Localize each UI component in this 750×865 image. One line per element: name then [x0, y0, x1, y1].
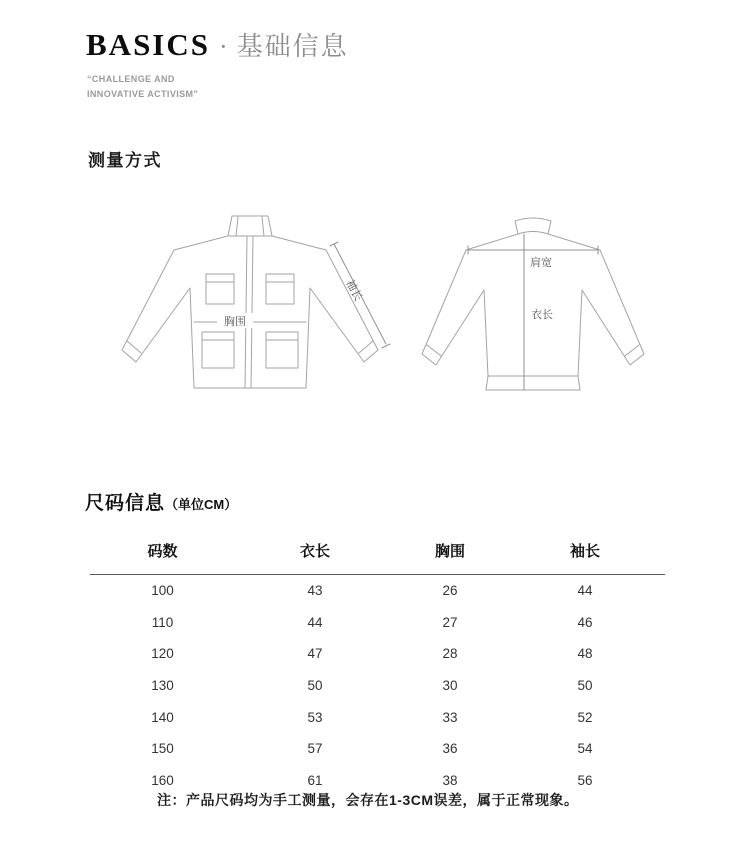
brand-logo: BASICS — [86, 27, 210, 62]
shoulder-width-label: 肩宽 — [530, 257, 552, 269]
table-cell: 46 — [577, 614, 593, 630]
garment-length-label: 衣长 — [531, 309, 553, 321]
brand-separator: · — [219, 32, 228, 61]
table-cell: 52 — [577, 709, 593, 725]
table-cell: 44 — [577, 583, 593, 599]
shoulder-width-measure — [468, 246, 598, 269]
table-cell: 50 — [577, 678, 593, 694]
tagline-line2: INNOVATIVE ACTIVISM” — [87, 89, 199, 100]
tagline-line1: “CHALLENGE AND — [87, 74, 175, 84]
size-table-header-row — [90, 540, 665, 575]
table-cell: 54 — [577, 741, 593, 757]
col-header-sleeve: 袖长 — [569, 543, 600, 560]
table-cell: 160 — [151, 772, 174, 788]
size-note: 注：产品尺码均为手工测量，会存在1-3CM误差，属于正常现象。 — [157, 792, 579, 808]
jacket-front-diagram — [100, 208, 400, 408]
table-cell: 53 — [307, 709, 323, 725]
table-cell: 56 — [577, 772, 593, 788]
table-cell: 27 — [442, 614, 458, 630]
jacket-back-diagram — [398, 214, 668, 404]
size-unit-text: （单位CM） — [165, 497, 238, 512]
size-title-text: 尺码信息 — [85, 493, 166, 514]
col-header-size: 码数 — [147, 543, 178, 560]
measure-section-title: 测量方式 — [88, 151, 162, 170]
chest-measure — [217, 313, 253, 328]
table-row — [90, 670, 665, 702]
table-cell: 26 — [442, 583, 458, 599]
table-cell: 130 — [151, 678, 174, 694]
sleeve-length-label: 袖长 — [343, 278, 365, 304]
sleeve-length-measure — [330, 242, 390, 348]
table-cell: 150 — [151, 741, 174, 757]
jacket-front-outline — [122, 216, 378, 388]
table-cell: 57 — [307, 741, 323, 757]
table-row — [90, 575, 665, 607]
table-cell: 120 — [151, 646, 174, 662]
table-cell: 30 — [442, 678, 458, 694]
table-cell: 140 — [151, 709, 174, 725]
table-cell: 110 — [151, 614, 174, 630]
table-cell: 43 — [307, 583, 323, 599]
table-row — [90, 733, 665, 765]
col-header-chest: 胸围 — [434, 543, 465, 560]
table-cell: 48 — [577, 646, 593, 662]
header-title-cn: 基础信息 — [236, 32, 349, 61]
col-header-length: 衣长 — [299, 543, 330, 560]
table-cell: 38 — [442, 772, 458, 788]
table-row — [90, 638, 665, 670]
table-cell: 50 — [307, 678, 323, 694]
table-cell: 33 — [442, 709, 458, 725]
table-cell: 47 — [307, 646, 323, 662]
chest-label: 胸围 — [224, 316, 246, 328]
brand-tagline — [87, 72, 198, 103]
table-cell: 44 — [307, 614, 323, 630]
brand-line — [86, 26, 349, 63]
size-table — [90, 540, 665, 796]
table-row — [90, 607, 665, 639]
table-cell: 28 — [442, 646, 458, 662]
table-cell: 36 — [442, 741, 458, 757]
jacket-back-outline — [422, 218, 644, 390]
table-cell: 61 — [307, 772, 323, 788]
header — [86, 26, 349, 63]
size-section-title — [85, 488, 237, 515]
table-row — [90, 701, 665, 733]
table-cell: 100 — [151, 583, 174, 599]
